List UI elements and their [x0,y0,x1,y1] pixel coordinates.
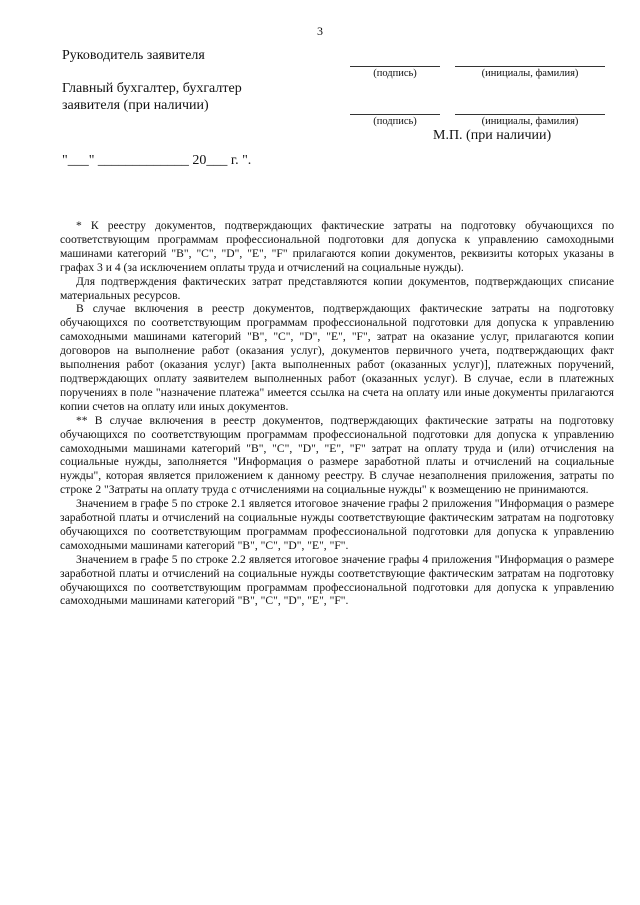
footnote-paragraph: В случае включения в реестр документов, подтверждающих фактические затраты на подготовку обучающихся по соответствующим программам профессиональной подготовки для допуска к управлению самоходными машинами категорий "B", "C", "D", "E", "F", затрат на оказание услуг, прилагаются копии договоров на выполнение работ (оказания услуг), документов первичного учета, подтверждающих факт выполнения работ (оказания услуг) [акта выполненных работ (оказанных услуг)], платежных поручений, подтверждающих оплату заявителем выполненных работ (оказанных услуг). В случае, если в платежных поручениях в поле "назначение платежа" имеется ссылка на счета на оплату или иные документы прилагаются копии счетов на оплату или иных документов. [60,302,614,413]
accountant-signature-caption: (подпись) [373,116,417,127]
accountant-label-line2: заявителя (при наличии) [62,98,209,113]
footnote-paragraph: Для подтверждения фактических затрат представляются копии документов, подтверждающих списание материальных ресурсов. [60,274,614,302]
accountant-initials-line [455,114,605,115]
footnote-paragraph: ** В случае включения в реестр документов, подтверждающих фактические затраты на подготовку обучающихся по соответствующим программам профессиональной подготовки для допуска к управлению самоходными машинами категорий "B", "C", "D", "E", "F" затрат на оплату труда и (или) отчисления на социальные нужды, заполняется "Информация о размере заработной платы и отчислений на социальные нужды", которая является приложением к данному реестру. В случае незаполнения приложения, затраты по строке 2 "Затраты на оплату труда с отчислениями на социальные нужды" к возмещению не принимаются. [60,413,614,497]
footnote-paragraph: Значением в графе 5 по строке 2.1 является итоговое значение графы 2 приложения "Информация о размере заработной платы и отчислений на социальные нужды соответствующие фактическим затратам на подготовку обучающихся по соответствующим программам профессиональной подготовки для допуска к управлению самоходными машинами категорий "B", "C", "D", "E", "F". [60,497,614,552]
seal-label: М.П. (при наличии) [433,128,552,143]
accountant-label-line1: Главный бухгалтер, бухгалтер [62,81,242,96]
head-signature-caption: (подпись) [373,68,417,79]
head-signature-line [350,66,440,67]
head-initials-caption: (инициалы, фамилия) [481,68,579,79]
page-number: 3 [317,24,323,38]
accountant-initials-caption: (инициалы, фамилия) [481,116,579,127]
head-initials-line [455,66,605,67]
footnote-paragraph: * К реестру документов, подтверждающих фактические затраты на подготовку обучающихся по соответствующим программам профессиональной подготовки для допуска к управлению самоходными машинами категорий "B", "C", "D", "E", "F" прилагаются копии документов, реквизиты которых указаны в графах 3 и 4 (за исключением оплаты труда и отчислений на социальные нужды). [60,219,614,274]
footnote-paragraph: Значением в графе 5 по строке 2.2 является итоговое значение графы 4 приложения "Информация о размере заработной платы и отчислений на социальные нужды соответствующие фактическим затратам на подготовку обучающихся по соответствующим программам профессиональной подготовки для допуска к управлению самоходными машинами категорий "B", "C", "D", "E", "F". [60,552,614,608]
head-label: Руководитель заявителя [62,48,205,63]
accountant-signature-line [350,114,440,115]
date-line: "___" _____________ 20___ г. ". [62,153,252,168]
footnotes [60,219,614,608]
